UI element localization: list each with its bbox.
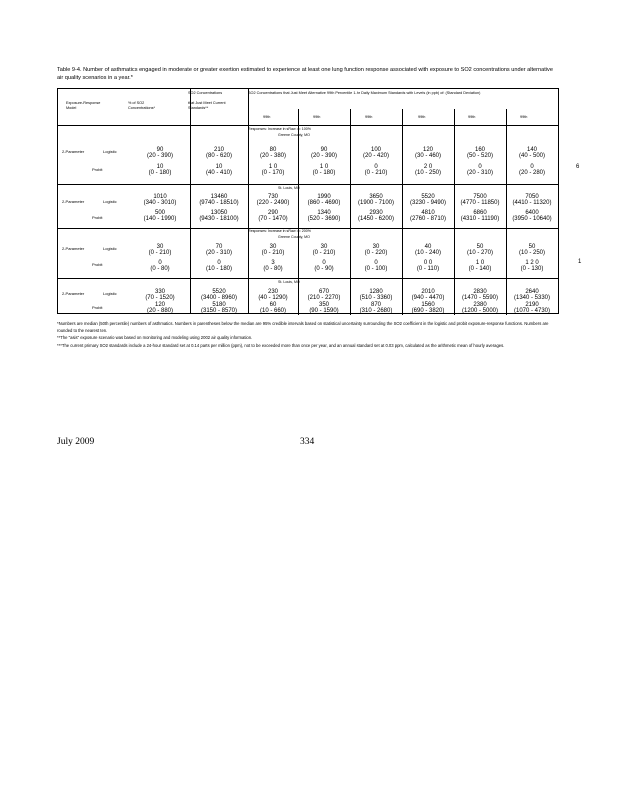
table-cell [134,194,186,207]
cell-interval: (1200 - 5000) [461,308,499,315]
cell-median: 40 [424,244,432,250]
footnotes [57,320,562,349]
footer-page-number: 334 [300,437,315,447]
cell-median: 50 [528,244,536,250]
cell-interval: (220 - 2490) [256,200,290,207]
side-number: 1 [578,259,582,265]
cell-interval: (40 - 500) [518,153,545,160]
cell-interval: (20 - 420) [362,153,389,160]
cell-median: 2640 [525,289,539,295]
table-cell [247,164,299,177]
cell-median: 0 [158,260,162,266]
cell-interval: (20 - 380) [259,153,286,160]
table-cell [298,302,350,315]
table-cell [506,260,558,273]
cell-interval: (0 - 180) [148,170,172,177]
cell-interval: (70 - 1520) [145,295,175,302]
cell-median: 5180 [212,302,226,308]
table-cell [193,244,245,257]
table-cell [506,194,558,207]
table-cell [193,164,245,177]
cell-interval: (310 - 2680) [359,308,393,315]
cell-interval: (10 - 240) [414,250,441,257]
cell-interval: (20 - 310) [466,170,493,177]
cell-interval: (0 - 80) [150,266,170,273]
table-cell [134,244,186,257]
table-cell [247,289,299,302]
header-sub-2: 99th [313,115,321,119]
cell-median: 230 [267,289,278,295]
cell-median: 140 [526,147,537,153]
cell-interval: (10 - 270) [466,250,493,257]
table-cell [134,260,186,273]
table-cell [134,302,186,315]
cell-interval: (0 - 220) [364,250,388,257]
cell-interval: (210 - 2270) [307,295,341,302]
header-just-meet: that Just Meet Current Standards** [188,101,226,110]
row-label-model: Probit [92,262,103,267]
cell-median: 330 [154,289,165,295]
cell-interval: (10 - 250) [518,250,545,257]
cell-interval: (20 - 880) [146,308,173,315]
cell-interval: (40 - 410) [205,170,232,177]
table-cell [402,194,454,207]
cell-interval: (0 - 130) [520,266,544,273]
cell-interval: (0 - 210) [148,250,172,257]
table-cell [193,210,245,223]
cell-median: 0 [374,260,378,266]
county-name: St. Louis, MO [278,186,300,190]
table-cell [454,289,506,302]
row-label-param: 2-Parameter [62,246,85,251]
table-cell [506,147,558,160]
row-label-model: Logistic [103,149,117,154]
cell-median: 1990 [317,194,331,200]
table-cell [247,210,299,223]
table-cell [298,289,350,302]
header-sub-6: 99th [520,115,528,119]
row-label-param: 2-Parameter [62,149,85,154]
table-cell [193,147,245,160]
cell-median: 4810 [421,210,435,216]
table-cell [402,147,454,160]
county-name: St. Louis, MO [278,280,300,284]
table-cell [350,260,402,273]
cell-interval: (1470 - 5590) [461,295,499,302]
cell-median: 1 0 [268,164,278,170]
header-exposure-model: Exposure-Response Model [66,101,101,110]
cell-median: 2380 [473,302,487,308]
cell-interval: (10 - 180) [205,266,232,273]
cell-median: 70 [215,244,223,250]
cell-interval: (20 - 310) [205,250,232,257]
cell-median: 730 [267,194,278,200]
cell-median: 50 [476,244,484,250]
row-label-model: Probit [92,167,103,172]
header-pct-so2: % of SO2 Concentrations* [128,101,156,110]
table-cell [247,194,299,207]
cell-median: 2830 [473,289,487,295]
data-table [57,88,559,314]
cell-median: 3650 [369,194,383,200]
cell-median: 1 0 [319,164,329,170]
cell-interval: (50 - 520) [466,153,493,160]
cell-interval: (520 - 3690) [307,216,341,223]
table-cell [298,260,350,273]
footnote-1: *Numbers are median (50th percentile) numbers of asthmatics. Numbers in parentheses below the median are 95% credible intervals based on statistical uncertainty surrounding the SO2 coefficient in the logistic and probit exposure-response functions. Numbers are rounded to the nearest ten. [57,321,549,334]
cell-median: 500 [154,210,165,216]
cell-interval: (30 - 460) [414,153,441,160]
cell-interval: (690 - 3820) [411,308,445,315]
header-group-title: SO2 Concentrations that Just Meet Alternative 99th Percentile 1-hr Daily Maximum Standards with Levels (in ppb) of: (Standard Deviation) [248,91,481,95]
cell-median: 5520 [212,289,226,295]
header-sub-1: 99th [263,115,271,119]
row-label-param: 2-Parameter [62,291,85,296]
table-cell [402,210,454,223]
table-cell [134,164,186,177]
cell-median: 670 [318,289,329,295]
cell-interval: (0 - 140) [468,266,492,273]
cell-median: 870 [370,302,381,308]
cell-median: 1280 [369,289,383,295]
cell-median: 1010 [153,194,167,200]
cell-interval: (4310 - 11190) [460,216,500,223]
cell-interval: (860 - 4690) [307,200,341,207]
cell-median: 0 0 [423,260,433,266]
table-cell [402,302,454,315]
cell-interval: (70 - 1470) [258,216,288,223]
cell-interval: (0 - 110) [416,266,440,273]
cell-median: 3 [271,260,275,266]
cell-interval: (140 - 1990) [143,216,177,223]
cell-interval: (90 - 1590) [309,308,339,315]
cell-median: 90 [320,147,328,153]
header-so2-conc: SO2 Concentrations [188,91,223,95]
row-divider [58,278,558,279]
cell-interval: (1340 - 5330) [513,295,551,302]
cell-interval: (3230 - 9490) [409,200,447,207]
cell-interval: (0 - 80) [263,266,283,273]
cell-interval: (40 - 1290) [258,295,288,302]
cell-median: 1340 [317,210,331,216]
table-caption: Table 9-4. Number of asthmatics engaged in moderate or greater exertion estimated to experience at least one lung function response associated with exposure to SO2 concentrations under alternative air quality scenarios in a year.* [57,67,553,82]
table-cell [298,194,350,207]
cell-interval: (1450 - 6200) [357,216,395,223]
cell-median: 30 [269,244,277,250]
cell-median: 1 2 0 [525,260,539,266]
cell-median: 350 [318,302,329,308]
table-cell [506,302,558,315]
cell-median: 160 [474,147,485,153]
cell-median: 120 [422,147,433,153]
table-cell [247,244,299,257]
cell-interval: (9740 - 18510) [199,200,239,207]
table-cell [402,260,454,273]
cell-median: 10 [215,164,223,170]
table-cell [298,164,350,177]
table-cell [350,289,402,302]
cell-median: 0 [374,164,378,170]
cell-interval: (20 - 390) [146,153,173,160]
cell-median: 60 [269,302,277,308]
table-cell [134,289,186,302]
row-label-param: 2-Parameter [62,199,85,204]
table-cell [298,244,350,257]
cell-median: 30 [320,244,328,250]
cell-median: 90 [156,147,164,153]
table-cell [350,244,402,257]
table-cell [350,147,402,160]
cell-median: 30 [156,244,164,250]
table-cell [350,210,402,223]
table-header [58,89,558,126]
section-title-text: Responses: Increase in sRaw >= 100% [248,127,311,131]
cell-median: 30 [372,244,380,250]
table-cell [402,164,454,177]
table-cell [506,210,558,223]
table-cell [506,164,558,177]
cell-median: 6400 [525,210,539,216]
header-sub-5: 99th [468,115,476,119]
cell-median: 7500 [473,194,487,200]
cell-median: 2010 [421,289,435,295]
cell-interval: (340 - 3010) [143,200,177,207]
col-divider [190,89,191,313]
header-sub-3: 99th [365,115,373,119]
cell-median: 210 [213,147,224,153]
cell-interval: (0 - 210) [261,250,285,257]
cell-median: 120 [154,302,165,308]
footnote-2: **The "asis" exposure scenario was based on monitoring and modeling using 2002 air quality information. [57,335,253,341]
table-cell [247,260,299,273]
cell-median: 0 [217,260,221,266]
cell-interval: (1070 - 4730) [513,308,551,315]
table-cell [454,260,506,273]
cell-interval: (4770 - 11850) [460,200,500,207]
row-label-model: Probit [92,215,103,220]
cell-median: 2 0 [423,164,433,170]
cell-interval: (0 - 90) [314,266,334,273]
table-cell [193,302,245,315]
row-divider [58,184,558,185]
table-cell [402,244,454,257]
side-number: 6 [576,164,580,170]
cell-median: 7050 [525,194,539,200]
cell-interval: (1900 - 7100) [357,200,395,207]
row-label-model: Logistic [103,291,117,296]
cell-median: 10 [156,164,164,170]
table-cell [247,147,299,160]
cell-interval: (4410 - 11320) [512,200,552,207]
table-cell [506,289,558,302]
table-cell [350,302,402,315]
table-cell [454,194,506,207]
cell-interval: (0 - 100) [364,266,388,273]
cell-interval: (0 - 170) [261,170,285,177]
cell-interval: (3150 - 8570) [200,308,238,315]
cell-interval: (0 - 180) [312,170,336,177]
table-cell [454,147,506,160]
cell-median: 6860 [473,210,487,216]
table-cell [134,147,186,160]
county-name: Greene County, MO [278,133,310,137]
row-label-model: Probit [92,305,103,310]
cell-interval: (9430 - 18100) [199,216,239,223]
row-label-model: Logistic [103,246,117,251]
table-cell [298,210,350,223]
header-sub-4: 99th [418,115,426,119]
cell-median: 13460 [210,194,228,200]
table-cell [298,147,350,160]
cell-median: 0 [322,260,326,266]
footer-date: July 2009 [57,437,95,447]
table-cell [193,194,245,207]
cell-interval: (20 - 280) [518,170,545,177]
table-cell [350,194,402,207]
table-cell [454,244,506,257]
table-cell [134,210,186,223]
cell-median: 0 [530,164,534,170]
cell-interval: (10 - 660) [259,308,286,315]
cell-interval: (2760 - 8710) [409,216,447,223]
cell-median: 2930 [369,210,383,216]
cell-median: 1560 [421,302,435,308]
cell-interval: (510 - 3360) [359,295,393,302]
cell-median: 5520 [421,194,435,200]
cell-interval: (80 - 620) [205,153,232,160]
cell-median: 1 0 [475,260,485,266]
cell-median: 80 [269,147,277,153]
cell-interval: (0 - 210) [364,170,388,177]
table-cell [193,260,245,273]
cell-median: 100 [370,147,381,153]
cell-median: 13050 [210,210,228,216]
cell-median: 2190 [525,302,539,308]
table-cell [454,164,506,177]
cell-interval: (3950 - 10640) [512,216,552,223]
cell-median: 290 [267,210,278,216]
table-cell [454,210,506,223]
cell-interval: (3400 - 8960) [200,295,238,302]
cell-median: 0 [478,164,482,170]
section-title-text: Responses: Increase in sRaw >= 200% [248,229,311,233]
table-cell [350,164,402,177]
footnote-3: ***The current primary SO2 standards include a 24-hour standard set at 0.14 parts per million (ppm), not to be exceeded more than once per year, and an annual standard set at 0.03 ppm, calculated as the arithmetic mean of hourly averages. [57,342,505,348]
table-cell [193,289,245,302]
county-name: Greene County, MO [278,235,310,239]
table-cell [506,244,558,257]
cell-interval: (0 - 210) [312,250,336,257]
table-cell [454,302,506,315]
cell-interval: (10 - 250) [414,170,441,177]
row-label-model: Logistic [103,199,117,204]
cell-interval: (20 - 390) [310,153,337,160]
table-cell [247,302,299,315]
cell-interval: (940 - 4470) [411,295,445,302]
table-cell [402,289,454,302]
